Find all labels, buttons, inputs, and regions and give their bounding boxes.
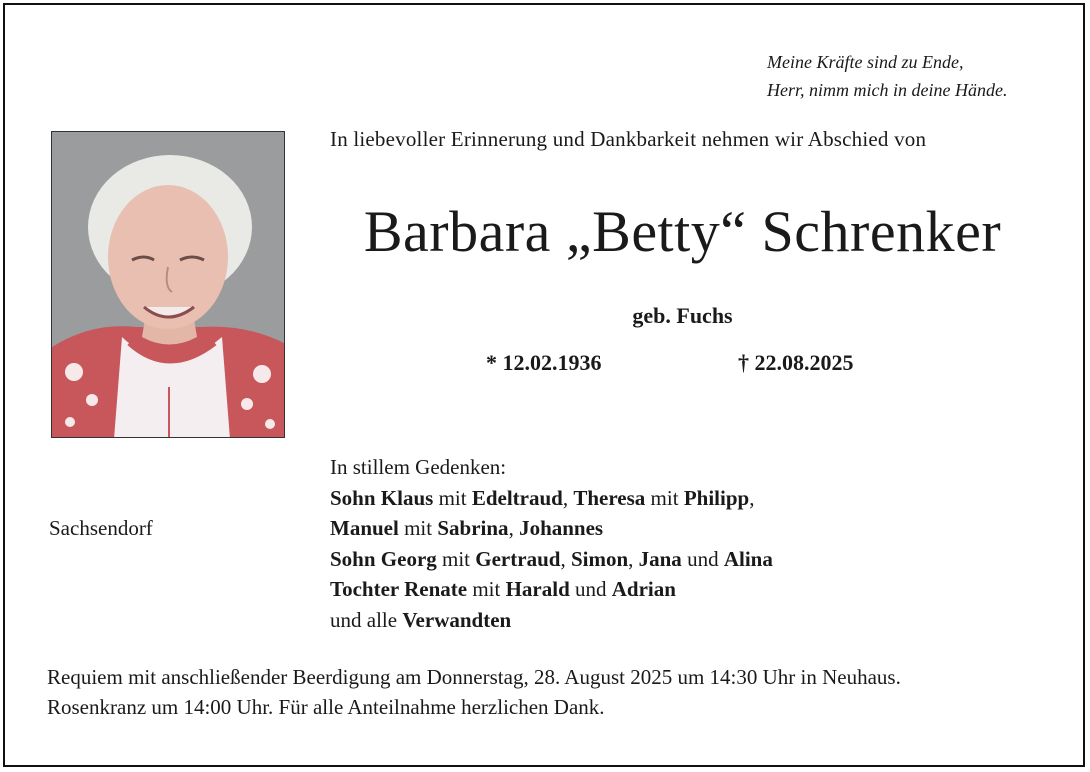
mourner-name: Adrian	[611, 577, 676, 601]
mourner-name: Harald	[505, 577, 570, 601]
deceased-name: Barbara „Betty“ Schrenker	[363, 199, 1002, 264]
mourner-line	[330, 513, 773, 544]
mourner-connector: und	[569, 577, 612, 601]
mourner-connector: mit	[433, 485, 472, 510]
mourner-name: Sohn Georg	[330, 546, 437, 571]
mourner-name: Alina	[723, 546, 773, 571]
mourner-line	[330, 544, 773, 575]
mourner-line	[330, 605, 773, 636]
mourner-connector: mit	[467, 577, 506, 601]
mourner-name: Sabrina	[437, 516, 509, 540]
mourner-name: Philipp	[683, 485, 750, 510]
mourner-connector: ,	[560, 546, 571, 571]
quote-line-1: Meine Kräfte sind zu Ende,	[767, 52, 964, 72]
mourner-connector: ,	[562, 485, 574, 510]
mourner-connector: ,	[749, 485, 755, 510]
mourners-heading: In stillem Gedenken:	[330, 455, 507, 479]
mourner-line	[330, 574, 773, 605]
mourner-name: Sohn Klaus	[330, 485, 434, 510]
mourner-connector: und alle	[330, 607, 403, 632]
mourner-name: Simon	[570, 546, 629, 571]
mourner-name: Theresa	[573, 485, 646, 510]
maiden-name: geb. Fuchs	[632, 303, 733, 328]
mourner-connector: ,	[628, 546, 639, 571]
mourner-lines	[330, 483, 773, 636]
mourner-name: Tochter Renate	[330, 577, 468, 601]
quote-line-2: Herr, nimm mich in deine Hände.	[767, 80, 1008, 100]
mourner-name: Johannes	[519, 516, 604, 540]
birth-date: * 12.02.1936	[486, 350, 602, 375]
portrait-photo	[51, 131, 285, 438]
mourner-name: Verwandten	[402, 607, 512, 632]
mourner-connector: mit	[398, 516, 438, 540]
mourner-connector: mit	[645, 485, 684, 510]
mourner-connector: und	[681, 546, 724, 571]
portrait-illustration	[52, 132, 285, 438]
intro-text: In liebevoller Erinnerung und Dankbarkeit nehmen wir Abschied von	[330, 127, 927, 151]
mourner-connector: ,	[508, 516, 520, 540]
service-info-line-1: Requiem mit anschließender Beerdigung am Donnerstag, 28. August 2025 um 14:30 Uhr in Neuhaus.	[47, 665, 901, 689]
epitaph-quote	[767, 48, 1007, 104]
mourner-name: Manuel	[330, 516, 399, 540]
death-date: † 22.08.2025	[738, 350, 854, 375]
service-info-line-2: Rosenkranz um 14:00 Uhr. Für alle Anteilnahme herzlichen Dank.	[47, 695, 605, 719]
hometown: Sachsendorf	[49, 516, 153, 540]
mourners-list	[330, 452, 773, 635]
mourner-line	[330, 483, 773, 514]
mourner-name: Jana	[638, 546, 682, 571]
service-info	[47, 662, 901, 722]
mourner-connector: mit	[436, 546, 476, 571]
mourner-name: Gertraud	[475, 546, 561, 571]
mourner-name: Edeltraud	[471, 485, 563, 510]
